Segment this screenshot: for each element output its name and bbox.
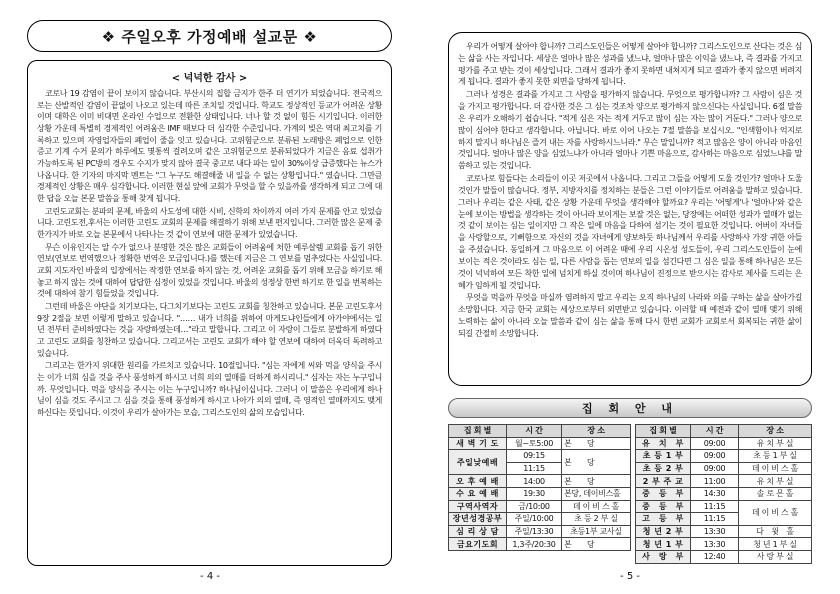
sermon-continued-frame — [448, 32, 812, 386]
sermon-text-frame — [27, 60, 392, 566]
meeting-time: 금/10:00 — [507, 500, 562, 513]
sermon-paragraph: 코로나 19 감염이 끝이 보이지 않습니다. 부산시의 집합 금지가 한주 더 연기가 되었습니다. 전국적으로는 산발적인 감염이 끝없이 나오고 있는데 따른 조치일 것입니다. 학교도 정상적인 등교가 어려운 상황이며 대학은 이미 비대면 온라인 수업으로 전환한 상태입니다. 너나 할 것 없이 힘든 시기입니다. 이러한 상황 가운데 특별히 경제적인 어려움은 IMF 때보다 더 심각한 수준입니다. 가계의 빚은 역대 최고치를 기록하고 있으며 자영업자들의 폐업이 줄을 잇고 있습니다. 고위험군으로 분류된 노래방은 폐업으로 인한 증고 기계 수거 문의가 하루에도 몇통씩 걸려오며 같은 고위험군으로 분류되었다가 지금은 음료 섭취가 가능하도록 된 PC방의 경우도 수지가 맞지 않아 결국 중고로 내다 파는 일이 30%이상 급증했다는 뉴스가 나옵니다. 한 기자의 마지막 멘트는 "그 누구도 해결해줄 내 일을 수 없는 상황입니다." 였습니다. 그만큼 경제적인 상황은 매우 심각합니다. 이러한 현실 앞에 교회가 무엇을 할 수 있을까를 생각하게 되고 그에 대한 답을 오늘 본문 말씀을 통해 찾게 됩니다. — [37, 89, 382, 204]
meeting-place: 본 당 — [562, 538, 631, 551]
meeting-time: 11:15 — [691, 500, 739, 513]
right-page — [420, 0, 840, 594]
meeting-time: 14:00 — [507, 475, 562, 488]
column-header: 집 회 별 — [636, 425, 691, 438]
meeting-time: 14:30 — [691, 487, 739, 500]
meeting-place: 초 등 1 부 실 — [739, 450, 812, 463]
schedule-title: 집 회 안 내 — [448, 398, 812, 418]
sermon-paragraph: 무엇을 먹을까 무엇을 마실까 염려하지 말고 우리는 오직 하나님의 나라와 의를 구하는 삶을 살아가길 소망합니다. 지금 한국 교회는 세상으로부터 외면받고 있습니다. 이러할 때 예전과 같이 열매 맺기 위해 노력하는 삶이 아니라 오늘 말씀과 같이 심는 삶을 통해 다시 한번 교회가 교회로서 회복되는 귀한 삶이 되길 간절히 소망합니다. — [458, 293, 802, 338]
page-number: - 5 - — [620, 571, 640, 582]
table-row — [636, 450, 812, 463]
table-row — [636, 437, 812, 450]
meeting-name: 금요기도회 — [449, 538, 507, 551]
sermon-paragraph: 그런데 바울은 야단을 치기보다는, 다그치기보다는 고린도 교회를 칭찬하고 있습니다. 본문 고린도후서 9장 2절을 보면 이렇게 말하고 있습니다. "…… 내가 너희를 위하여 마게도냐인들에게 아가야에서는 일 년 전부터 준비하였다는 것을 자랑하였는데…"라고 말합니다. 그리고 이 자랑이 그들로 분발하게 하였다고 고린도 교회를 칭찬하고 있습니다. 그리고서는 고린도 교회가 해야 할 연보에 대하여 더욱더 독려하고 있습니다. — [37, 302, 382, 358]
meeting-place: 본당, 데이비스홀 — [562, 487, 631, 500]
sermon-paragraph: 코로나로 힘들다는 소리들이 이곳 저곳에서 나옵니다. 그리고 그들을 어떻게 도울 것인가? 얼마나 도울 것인가 말들이 많습니다. 정부, 지방자치를 정치하는 분들은 그런 이야기들로 어려움을 말하고 있습니다. 그러나 우리는 같은 사태, 같은 상황 가운데 무엇을 생각해야 할까요? 우리는 '어떻게'나 '얼마나'와 같은 눈에 보이는 방법을 생각하는 것이 아니라 보이게는 보잘 것은 없는, 당장에는 어떠한 성과가 열매가 없는 것 같이 보이는 심는 일이지만 그 작은 일에 마음을 다하여 섬기는 것이 필요한 것입니다. 어버이 자녀들을 사랑할으로, 기뻐함으로 자신의 것을 자녀에게 양보하듯 하나님께서 우리를 사랑하사 가장 귀한 아들을 주셨습니다. 동일하게 그 마음으로 이 어려운 때에 우리 시온성 성도들이, 우리 그리스도인들이 눈에 보이는 적은 것이라도 심는 일, 다른 사람을 돕는 연보의 일을 섬긴다면 그 심은 일을 통해 하나님은 모든 것이 넉넉하여 모든 착한 일에 넘치게 하실 것이며 하나님이 진정으로 받으시는 감사로 제사를 드리는 은혜가 임하게 될 것입니다. — [458, 174, 802, 290]
meeting-name: 고 등 부 — [636, 513, 691, 526]
meeting-place: 초등1부 교사실 — [562, 525, 631, 538]
page-number: - 4 - — [200, 571, 220, 582]
table-row — [449, 500, 631, 513]
table-row — [449, 450, 631, 463]
meeting-place: 사 랑 부 실 — [739, 550, 812, 563]
table-row — [636, 487, 812, 500]
meeting-name: 유 치 부 — [636, 437, 691, 450]
meeting-time: 월~토5:00 — [507, 437, 562, 450]
meeting-time: 11:15 — [507, 462, 562, 475]
meeting-place: 데 이 비 스 홀 — [739, 500, 812, 525]
table-row — [636, 475, 812, 488]
table-row — [449, 487, 631, 500]
meeting-place: 유 치 부 실 — [739, 437, 812, 450]
meeting-place: 데 이 비 스 홀 — [562, 500, 631, 513]
meeting-name: 청 년 1 부 — [636, 538, 691, 551]
meeting-name: 중 등 부 — [636, 487, 691, 500]
meeting-name: 구역사역자 — [449, 500, 507, 513]
meeting-name: 주일낮예배 — [449, 450, 507, 475]
table-row — [449, 538, 631, 551]
meeting-name: 중 등 부 — [636, 500, 691, 513]
meeting-time: 11:15 — [691, 513, 739, 526]
meeting-place: 본 당 — [562, 450, 631, 475]
sermon-paragraph: 무슨 이유인지는 알 수가 없으나 분명한 것은 많은 교회들이 어려움에 처한 예루살렘 교회를 돕기 위한 연보(연보로 번역했으나 정확한 번역은 모금입니다.)를 했는데 지금은 그 연보를 멈추었다는 사실입니다. 교회 지도자인 바울의 입장에서는 작정한 연보를 하지 않는 것, 어려운 교회를 돕기 위해 모금을 하기로 해 놓고 하지 않는 것에 대하여 답답한 심정이 있었을 것입니다. 바울의 성정상 한번 하기로 한 일을 번복하는 것에 대하여 참기 힘들었을 것입니다. — [37, 242, 382, 299]
column-header: 장 소 — [739, 425, 812, 438]
meeting-time: 19:30 — [507, 487, 562, 500]
meeting-time: 주일/13:30 — [507, 525, 562, 538]
meeting-time: 09:00 — [691, 437, 739, 450]
schedule-table-left — [448, 424, 631, 551]
meeting-name: 2 부 주 교 — [636, 475, 691, 488]
meeting-place: 다 윗 홀 — [739, 525, 812, 538]
table-row — [449, 525, 631, 538]
meeting-name: 새 벽 기 도 — [449, 437, 507, 450]
meeting-name: 초 등 1 부 — [636, 450, 691, 463]
meeting-name: 수 요 예 배 — [449, 487, 507, 500]
column-header: 집 회 별 — [449, 425, 507, 438]
sermon-paragraph: 고린도교회는 분파의 문제, 바울의 사도성에 대한 시비, 신학의 차이까지 여러 가지 문제를 안고 있었습니다. 고린도전,후서는 이러한 고린도 교회의 문제를 해결하기 위해 보낸 편지입니다. 그러한 많은 문제 중 한가지가 바로 오늘 본문에서 나타나는 것 같이 연보에 대한 문제가 있었습니다. — [37, 206, 382, 240]
meeting-place: 유 치 부 실 — [739, 475, 812, 488]
meeting-place: 데 이 비 스 홀 — [739, 462, 812, 475]
sermon-paragraph: 우리가 어떻게 살아야 합니까? 그리스도인들은 어떻게 살아야 합니까? 그리스도인으로 산다는 것은 심는 삶을 사는 자입니다. 세상은 얼마나 많은 성과를 냈느냐, 얼마나 많은 이익을 냈느냐, 즉 결과를 가지고 평가를 주고 받는 것이 세상입니다. 그래서 결과가 좋지 못하면 내쳐지게 되고 결과가 좋지 않으면 버려지게 됩니다. 결과가 좋지 못한 외면을 당하게 됩니다. — [458, 42, 802, 87]
meeting-name: 초 등 2 부 — [636, 462, 691, 475]
column-header: 장 소 — [562, 425, 631, 438]
meeting-time: 12:40 — [691, 550, 739, 563]
meeting-time: 09:15 — [507, 450, 562, 463]
table-row — [636, 550, 812, 563]
meeting-name: 심 리 상 담 — [449, 525, 507, 538]
column-header: 시 간 — [507, 425, 562, 438]
meeting-time: 주일/10:00 — [507, 513, 562, 526]
meeting-name: 오 후 예 배 — [449, 475, 507, 488]
meeting-name: 사 랑 부 — [636, 550, 691, 563]
meeting-place: 본 당 — [562, 475, 631, 488]
meeting-time: 13:30 — [691, 525, 739, 538]
table-row — [636, 462, 812, 475]
table-row — [636, 525, 812, 538]
sermon-title: ❖ 주일오후 가정예배 설교문 ❖ — [27, 20, 392, 52]
sermon-paragraph: 그리고는 한가지 위대한 원리를 가르치고 있습니다. 10절입니다. "심는 자에게 씨와 먹을 양식을 주시는 이가 너희 심을 것을 주사 풍성하게 하시고 너희 의의 열매를 더하게 하시리니." 심자는 자는 누구입니까. 무엇입니다. 먹을 양식을 주시는 이는 누구입니까? 하나님이십니다. 그러니 이 말씀은 우리에게 하나님이 심을 것도 주시고 그 심을 것을 통해 풍성하게 하시고 나아가 의의 열매, 즉 영적인 열매까지도 맺게 하신다는 뜻입니다. 이것이 우리가 살아가는 모습, 그리스도인의 삶의 모습입니다. — [37, 361, 382, 418]
sermon-paragraph: 그러나 성경은 결과를 가지고 그 사람을 평가하지 않습니다. 무엇으로 평가합니까? 그 사람이 심은 것을 가지고 평가합니다. 더 감사한 것은 그 심는 것조차 양으로 평가하지 않으신다는 사실입니다. 6절 말씀은 우리가 오해하기 쉽습니다. "적게 심은 자는 적게 거두고 많이 심는 자는 많이 거둔다." 그러나 양으로 많이 심어야 한다고 생각합니다. 아닙니다. 바로 이어 나오는 7절 말씀을 보십시오. "인색함이나 억지로 하지 말지니 하나님은 즐겨 내는 자를 사랑하시느니라." 무슨 말입니까? 적고 많음은 양이 아니라 마음인 것입니다. 얼마나 많은 양을 심었느냐가 아니라 얼마나 기쁜 마음으로, 감사하는 마음으로 심었느냐를 말씀하고 있는 것입니다. — [458, 90, 802, 171]
meeting-name: 청 년 2 부 — [636, 525, 691, 538]
meeting-time: 11:00 — [691, 475, 739, 488]
meeting-place: 청 년 1 부 실 — [739, 538, 812, 551]
column-header: 시 간 — [691, 425, 739, 438]
table-row — [636, 538, 812, 551]
table-row — [449, 475, 631, 488]
meeting-place: 솔 로 몬 홀 — [739, 487, 812, 500]
meeting-time: 09:00 — [691, 462, 739, 475]
meeting-time: 13:30 — [691, 538, 739, 551]
meeting-place: 본 당 — [562, 437, 631, 450]
table-row — [449, 437, 631, 450]
meeting-place: 초 등 2 부 실 — [562, 513, 631, 526]
meeting-time: 09:00 — [691, 450, 739, 463]
table-row — [636, 500, 812, 513]
sermon-subheading: < 넉넉한 감사 > — [171, 73, 248, 84]
schedule-table-right — [635, 424, 812, 564]
meeting-name: 장년성경공부 — [449, 513, 507, 526]
table-row — [449, 513, 631, 526]
meeting-time: 1,3주/20:30 — [507, 538, 562, 551]
